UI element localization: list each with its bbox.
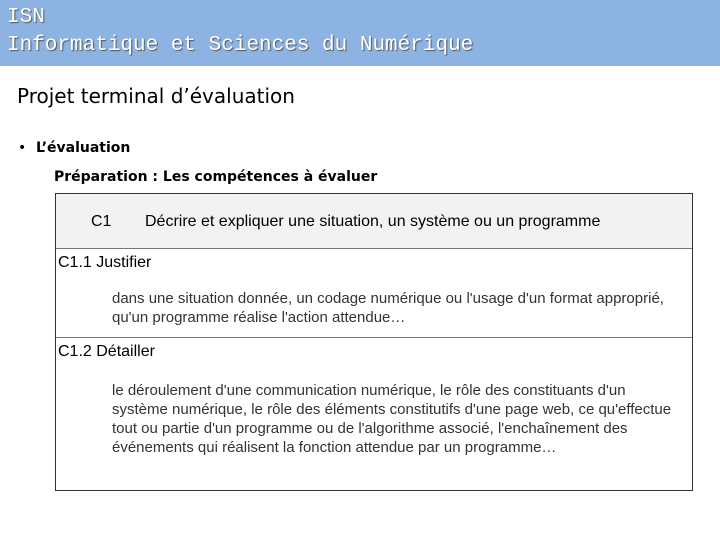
competence-code: C1 [91,213,112,230]
competence-description: Décrire et expliquer une situation, un système ou un programme [145,213,601,230]
competence-item [56,338,692,490]
competence-table [55,193,693,491]
competence-item-title: C1.2 Détailler [58,343,155,360]
banner-subtitle: Informatique et Sciences du Numérique [7,34,474,57]
banner-acronym: ISN [7,6,45,29]
bullet-item [18,140,130,156]
competence-item [56,249,692,338]
section-subheading: Préparation : Les compétences à évaluer [54,169,378,185]
bullet-label: L’évaluation [36,140,131,156]
competence-header-row [56,194,692,249]
page-title: Projet terminal d’évaluation [17,84,295,108]
header-banner [0,0,720,66]
competence-item-title: C1.1 Justifier [58,254,152,271]
competence-item-body: dans une situation donnée, un codage numérique ou l'usage d'un format approprié, qu'un programme réalise l'action attendue… [112,290,664,326]
bullet-icon: • [18,140,27,156]
competence-item-body: le déroulement d'une communication numérique, le rôle des constituants d'un système numérique, le rôle des éléments constitutifs d'une page web, ce qu'effectue tout ou partie d'un programme ou de l'algorithme associé, l'enchaînement des événements qui réalisent la fonction attendue par un programme… [112,382,672,456]
